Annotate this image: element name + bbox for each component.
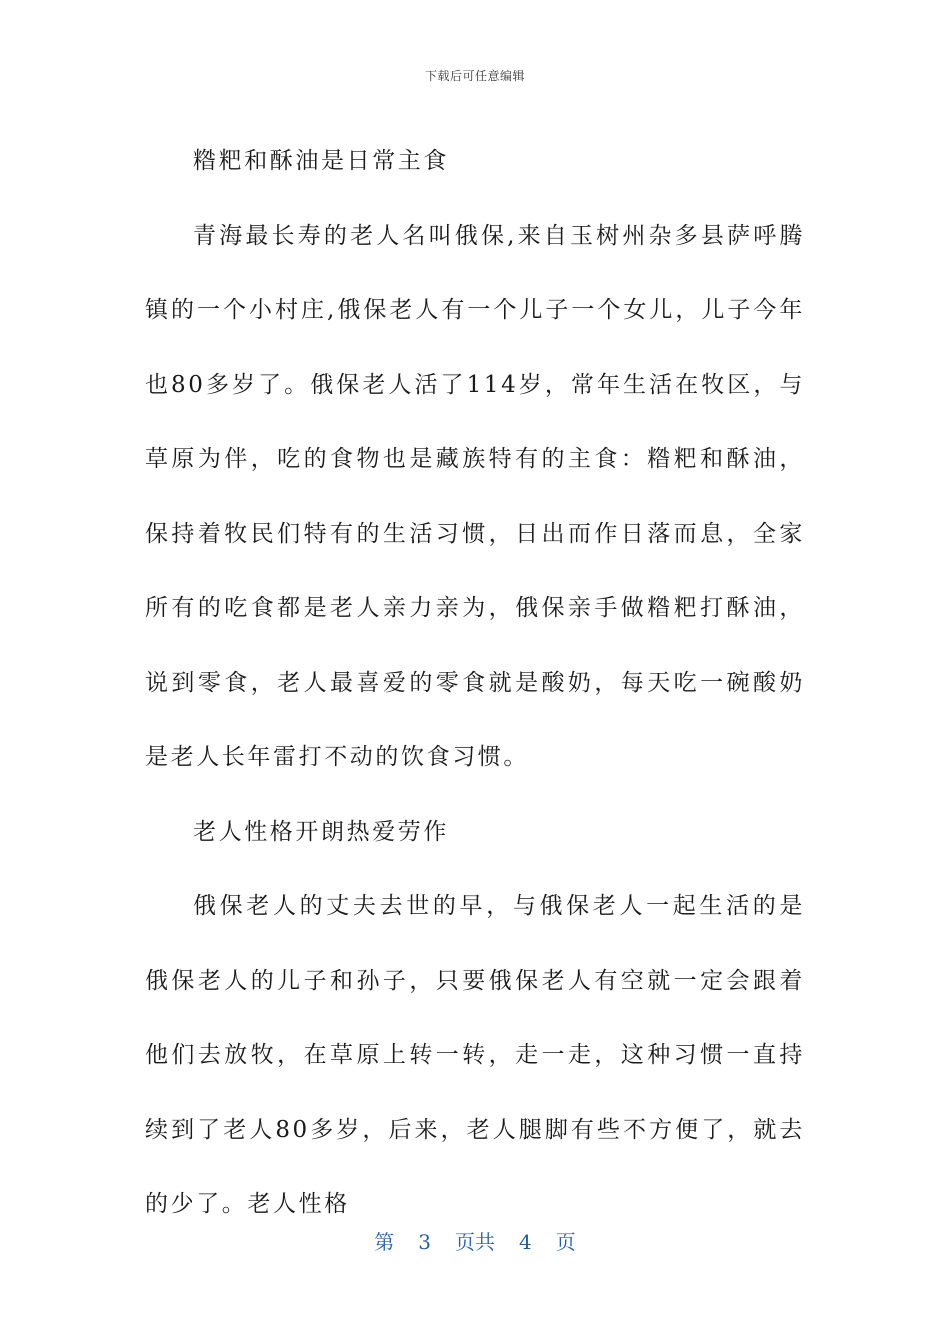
section-heading: 糌粑和酥油是日常主食 [193,148,449,174]
body-paragraph: 青海最长寿的老人名叫俄保,来自玉树州杂多县萨呼腾镇的一个小村庄,俄保老人有一个儿子一个女儿，儿子今年也80多岁了。俄保老人活了114岁，常年生活在牧区，与草原为伴，吃的食物也是藏族特有的主食：糌粑和酥油，保持着牧民们特有的生活习惯，日出而作日落而息，全家所有的吃食都是老人亲力亲为，俄保亲手做糌粑打酥油，说到零食，老人最喜爱的零食就是酸奶，每天吃一碗酸奶是老人长年雷打不动的饮食习惯。 [145,222,805,770]
page-header: 下载后可任意编辑 [424,69,525,83]
section-heading: 老人性格开朗热爱劳作 [193,818,449,845]
page-mid: 页共 [455,1230,495,1254]
page-prefix: 第 [374,1230,395,1254]
page-number-footer [0,1226,950,1255]
total-pages-number: 4 [519,1230,532,1254]
page-suffix: 页 [555,1230,576,1254]
body-paragraph: 俄保老人的丈夫去世的早，与俄保老人一起生活的是俄保老人的儿子和孙子，只要俄保老人有空就一定会跟着他们去放牧，在草原上转一转，走一走，这种习惯一直持续到了老人80多岁，后来，老人腿脚有些不方便了，就去的少了。老人性格 [145,893,805,1217]
current-page-number: 3 [418,1230,431,1254]
document-body [145,124,805,1242]
